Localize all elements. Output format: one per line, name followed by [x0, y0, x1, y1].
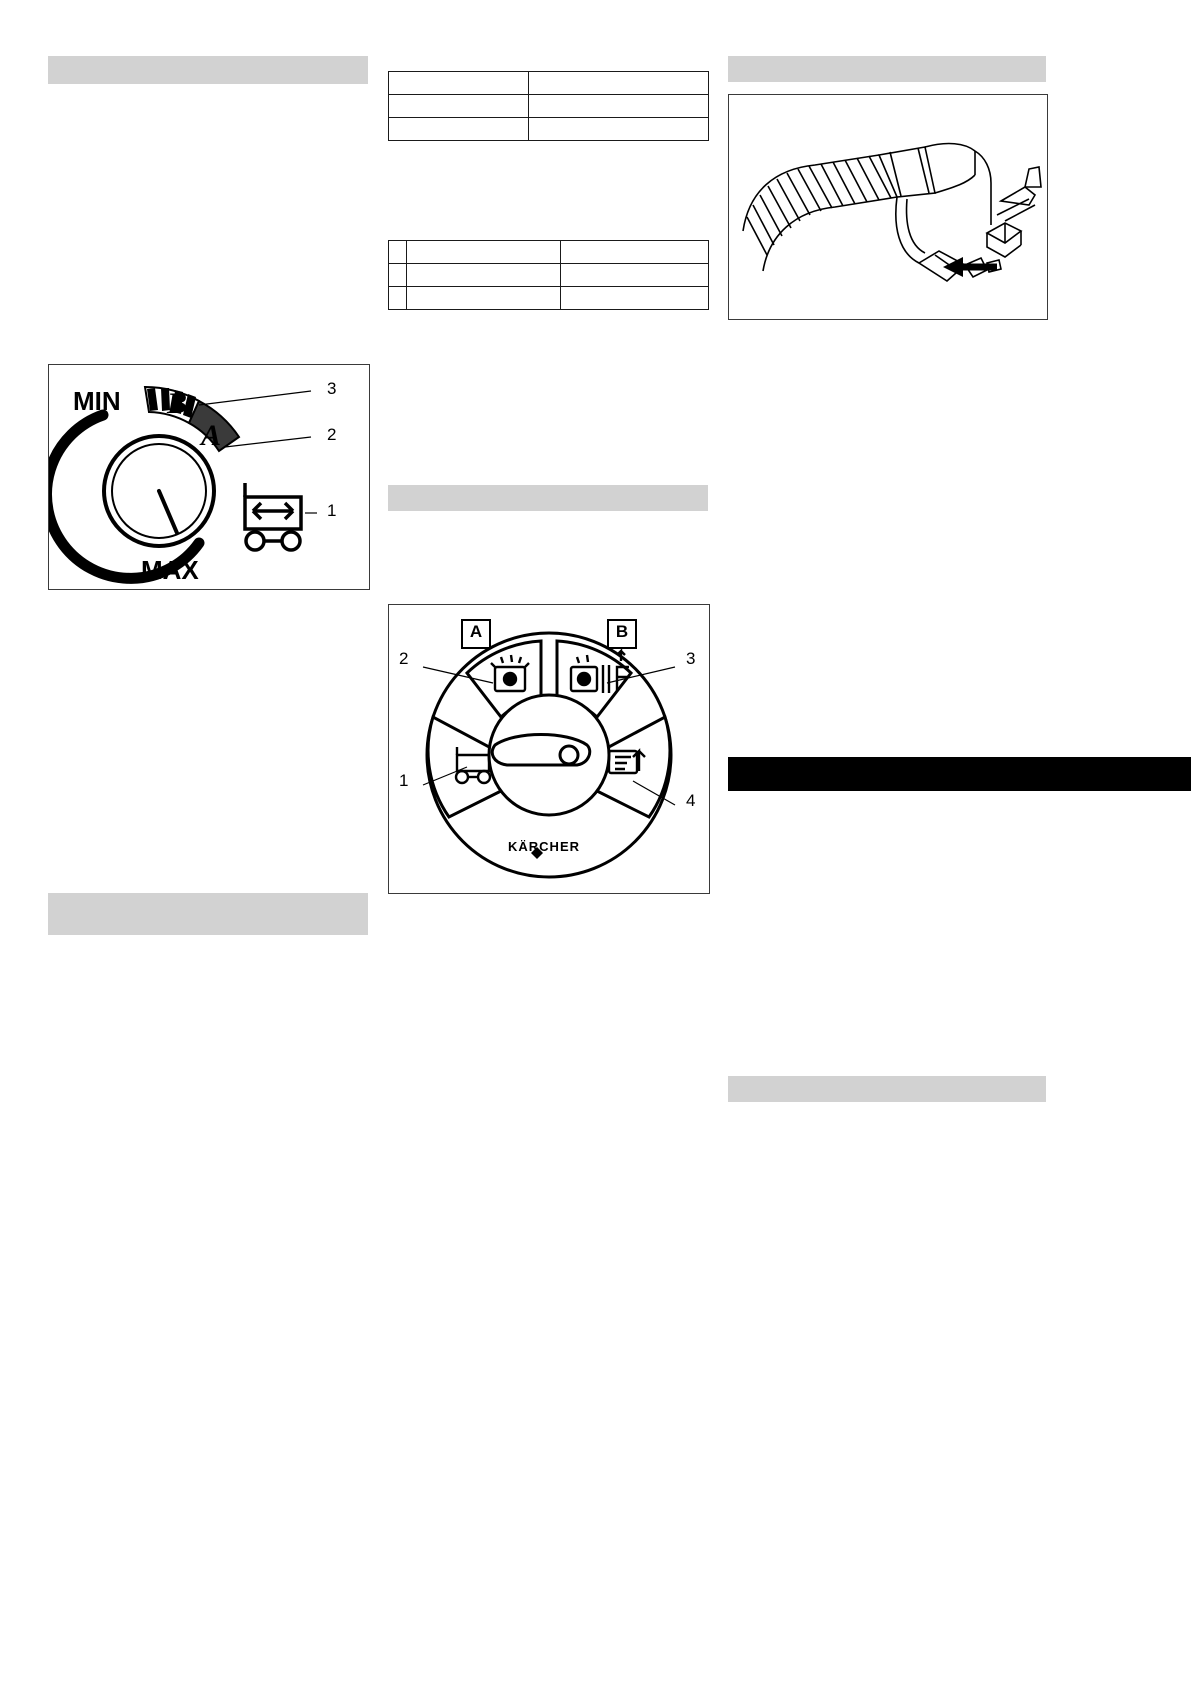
selector-callout-2: 2 [399, 649, 409, 668]
selector-callout-4: 4 [686, 791, 696, 810]
right-top-heading-bar [728, 56, 1046, 82]
brand-wordmark: KÄRCHER [508, 839, 580, 854]
table-cell [561, 241, 709, 264]
table-cell [389, 287, 407, 310]
dial-callout-1: 1 [327, 501, 337, 520]
table-cell [561, 287, 709, 310]
middle-heading-bar [388, 485, 708, 511]
right-black-bar [728, 757, 1191, 791]
table-row [389, 264, 709, 287]
transport-mode-icon [245, 483, 301, 550]
table-row [389, 241, 709, 264]
dial-min-label: MIN [73, 386, 121, 416]
table-row [389, 72, 709, 95]
selector-callout-1: 1 [399, 771, 409, 790]
speed-dial-figure [48, 364, 370, 590]
table-cell [529, 118, 709, 141]
dial-zone-a-label: A [201, 419, 222, 452]
hose-coupling-figure [728, 94, 1048, 320]
table-cell [407, 241, 561, 264]
table-cell [389, 118, 529, 141]
specification-table-lower [388, 240, 709, 310]
dial-callout-3: 3 [327, 379, 337, 398]
selector-callout-3: 3 [686, 649, 696, 668]
specification-table-upper [388, 71, 709, 141]
dial-zone-b-label: B [167, 387, 188, 420]
table-row [389, 118, 709, 141]
program-selector-figure [388, 604, 710, 894]
table-cell [561, 264, 709, 287]
right-lower-heading-bar [728, 1076, 1046, 1102]
dial-max-label: MAX [141, 555, 199, 585]
table-cell [529, 72, 709, 95]
table-row [389, 95, 709, 118]
table-cell [407, 287, 561, 310]
table-cell [389, 95, 529, 118]
table-cell [389, 241, 407, 264]
program-group-b-label: B [607, 619, 637, 649]
speed-dial-illustration [49, 365, 369, 589]
table-cell [389, 72, 529, 95]
table-cell [407, 264, 561, 287]
program-group-a-label: A [461, 619, 491, 649]
table-row [389, 287, 709, 310]
left-lower-heading-bar [48, 893, 368, 935]
table-cell [529, 95, 709, 118]
table-cell [389, 264, 407, 287]
dial-callout-2: 2 [327, 425, 337, 444]
hose-coupling-illustration [729, 95, 1047, 319]
left-top-heading-bar [48, 56, 368, 84]
assembly-arrow-icon [943, 257, 997, 277]
